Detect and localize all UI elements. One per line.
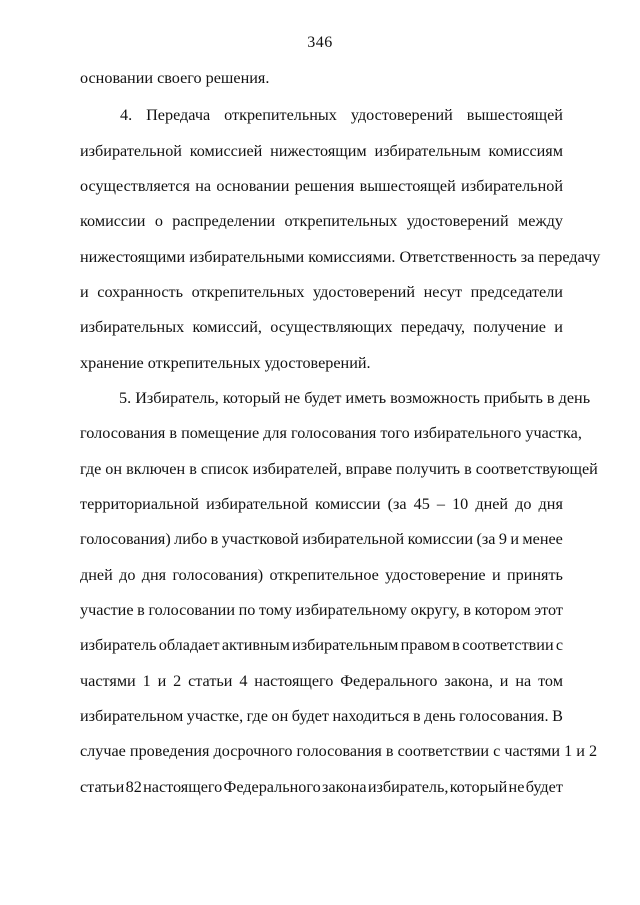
word: либо xyxy=(174,530,208,548)
word: избирательной xyxy=(302,530,405,548)
word: избирательным xyxy=(374,142,481,160)
word: дней xyxy=(475,495,509,513)
word: избирательной xyxy=(461,177,563,195)
word: нижестоящим xyxy=(270,142,367,160)
word: соответствии xyxy=(462,636,554,654)
word: председатели xyxy=(470,283,563,301)
word: избирательному xyxy=(295,601,407,619)
text-line-18 xyxy=(80,671,563,691)
text-line-16 xyxy=(80,600,563,620)
word: избирательной xyxy=(206,495,309,513)
line-text: где он включен в список избирателей, вправе получить в соответствующей xyxy=(80,460,598,478)
word: округу, xyxy=(410,601,460,619)
word: голосования) xyxy=(172,566,264,584)
word: статьи xyxy=(80,778,125,796)
word: менее xyxy=(522,530,563,548)
word: дня xyxy=(141,566,167,584)
word: избиратель, xyxy=(367,778,449,796)
word: в xyxy=(463,601,471,619)
word: 9 xyxy=(498,530,507,548)
text-line-5 xyxy=(80,211,563,231)
word: статьи xyxy=(188,672,233,690)
word: тому xyxy=(259,601,293,619)
word: закона, xyxy=(444,672,493,690)
word: участковой xyxy=(221,530,299,548)
word: настоящего xyxy=(143,778,223,796)
word: Федерального xyxy=(223,778,321,796)
word: несут xyxy=(423,283,463,301)
word: не xyxy=(508,778,525,796)
word: он xyxy=(271,707,289,725)
word: основании xyxy=(216,177,290,195)
line-text: хранение открепительных удостоверений. xyxy=(80,354,371,372)
word: в xyxy=(210,530,219,548)
text-line-11 xyxy=(80,423,582,443)
word: настоящего xyxy=(254,672,334,690)
text-line-13 xyxy=(80,494,563,514)
word: том xyxy=(538,672,563,690)
word: закона xyxy=(321,778,367,796)
text-line-12 xyxy=(80,459,598,479)
word: и xyxy=(554,318,563,336)
word: передачу, xyxy=(400,318,466,336)
text-line-6 xyxy=(80,247,601,267)
word: сохранность xyxy=(97,283,184,301)
word: 10 xyxy=(452,495,469,513)
word: Федерального xyxy=(340,672,438,690)
text-line-19 xyxy=(80,706,563,726)
word: 4. xyxy=(120,106,133,124)
text-line-1 xyxy=(80,68,563,88)
word: и xyxy=(510,530,519,548)
word: по xyxy=(238,601,256,619)
word: участие xyxy=(80,601,134,619)
word: принять xyxy=(506,566,563,584)
word: удостоверений xyxy=(350,106,453,124)
word: комиссией xyxy=(189,142,263,160)
word: с xyxy=(555,636,563,654)
word: дня xyxy=(538,495,563,513)
word: Передача xyxy=(146,106,211,124)
word: и xyxy=(157,672,167,690)
word: который xyxy=(449,778,508,796)
word: открепительное xyxy=(269,566,379,584)
word: территориальной xyxy=(80,495,200,513)
text-line-9 xyxy=(80,353,563,373)
word: решения xyxy=(294,177,355,195)
word: избирательных xyxy=(80,318,185,336)
text-line-8 xyxy=(80,317,563,337)
word: частями xyxy=(80,672,136,690)
word: между xyxy=(518,212,563,230)
word: участке, xyxy=(186,707,244,725)
word: до xyxy=(515,495,532,513)
word: осуществляется xyxy=(80,177,190,195)
word: 2 xyxy=(173,672,182,690)
word: на xyxy=(515,672,532,690)
word: о xyxy=(154,212,163,230)
word: избиратель xyxy=(80,636,157,654)
word: котором xyxy=(474,601,531,619)
word: (за xyxy=(387,495,407,513)
page-number: 346 xyxy=(307,34,333,51)
word: в xyxy=(452,636,460,654)
text-line-15 xyxy=(80,565,563,585)
text-line-7 xyxy=(80,282,563,302)
text-line-10 xyxy=(119,388,591,408)
word: вышестоящей xyxy=(359,177,456,195)
word: и xyxy=(499,672,509,690)
word: обладает xyxy=(158,636,220,654)
word: находиться xyxy=(332,707,410,725)
word: дней xyxy=(80,566,113,584)
word: будет xyxy=(291,707,329,725)
word: комиссии xyxy=(315,495,381,513)
word: 1 xyxy=(142,672,151,690)
word: комиссиям xyxy=(488,142,563,160)
word: избирательным xyxy=(292,636,399,654)
word: до xyxy=(119,566,136,584)
text-line-14 xyxy=(80,529,563,549)
word: и xyxy=(491,566,501,584)
word: избирательном xyxy=(80,707,184,725)
word: избирательной xyxy=(80,142,182,160)
word: этот xyxy=(534,601,563,619)
word: 45 xyxy=(413,495,430,513)
word: вышестоящей xyxy=(466,106,563,124)
line-text: случае проведения досрочного голосования в соответствии с частями 1 и 2 xyxy=(80,742,598,760)
word: в xyxy=(137,601,145,619)
text-line-2 xyxy=(120,105,563,125)
word: удостоверений xyxy=(313,283,415,301)
text-line-4 xyxy=(80,176,563,196)
word: 4 xyxy=(239,672,248,690)
word: распределении xyxy=(172,212,276,230)
word: голосования. xyxy=(459,707,549,725)
line-text: 5. Избиратель, который не будет иметь возможность прибыть в день xyxy=(119,389,591,407)
word: осуществляющих xyxy=(270,318,393,336)
word: удостоверение xyxy=(385,566,486,584)
text-line-20 xyxy=(80,741,598,761)
word: день xyxy=(424,707,456,725)
word: В xyxy=(552,707,563,725)
word: где xyxy=(246,707,268,725)
word: комиссии xyxy=(80,212,146,230)
word: – xyxy=(436,495,446,513)
word: голосования) xyxy=(80,530,171,548)
word: и xyxy=(80,283,89,301)
text-line-17 xyxy=(80,635,563,655)
word: правом xyxy=(400,636,451,654)
word: комиссии xyxy=(407,530,474,548)
line-text: основании своего решения. xyxy=(80,69,270,87)
word: (за xyxy=(476,530,496,548)
line-text: нижестоящими избирательными комиссиями. Ответственность за передачу xyxy=(80,248,601,266)
text-line-3 xyxy=(80,141,563,161)
word: голосовании xyxy=(148,601,236,619)
word: будет xyxy=(525,778,563,796)
text-line-21 xyxy=(80,777,563,797)
line-text: голосования в помещение для голосования того избирательного участка, xyxy=(80,424,582,442)
word: комиссий, xyxy=(192,318,262,336)
word: открепительных xyxy=(224,106,337,124)
word: получение xyxy=(473,318,546,336)
word: на xyxy=(195,177,212,195)
word: открепительных xyxy=(284,212,398,230)
word: активным xyxy=(221,636,290,654)
word: открепительных xyxy=(191,283,305,301)
word: 82 xyxy=(125,778,142,796)
word: в xyxy=(412,707,421,725)
word: удостоверений xyxy=(406,212,509,230)
